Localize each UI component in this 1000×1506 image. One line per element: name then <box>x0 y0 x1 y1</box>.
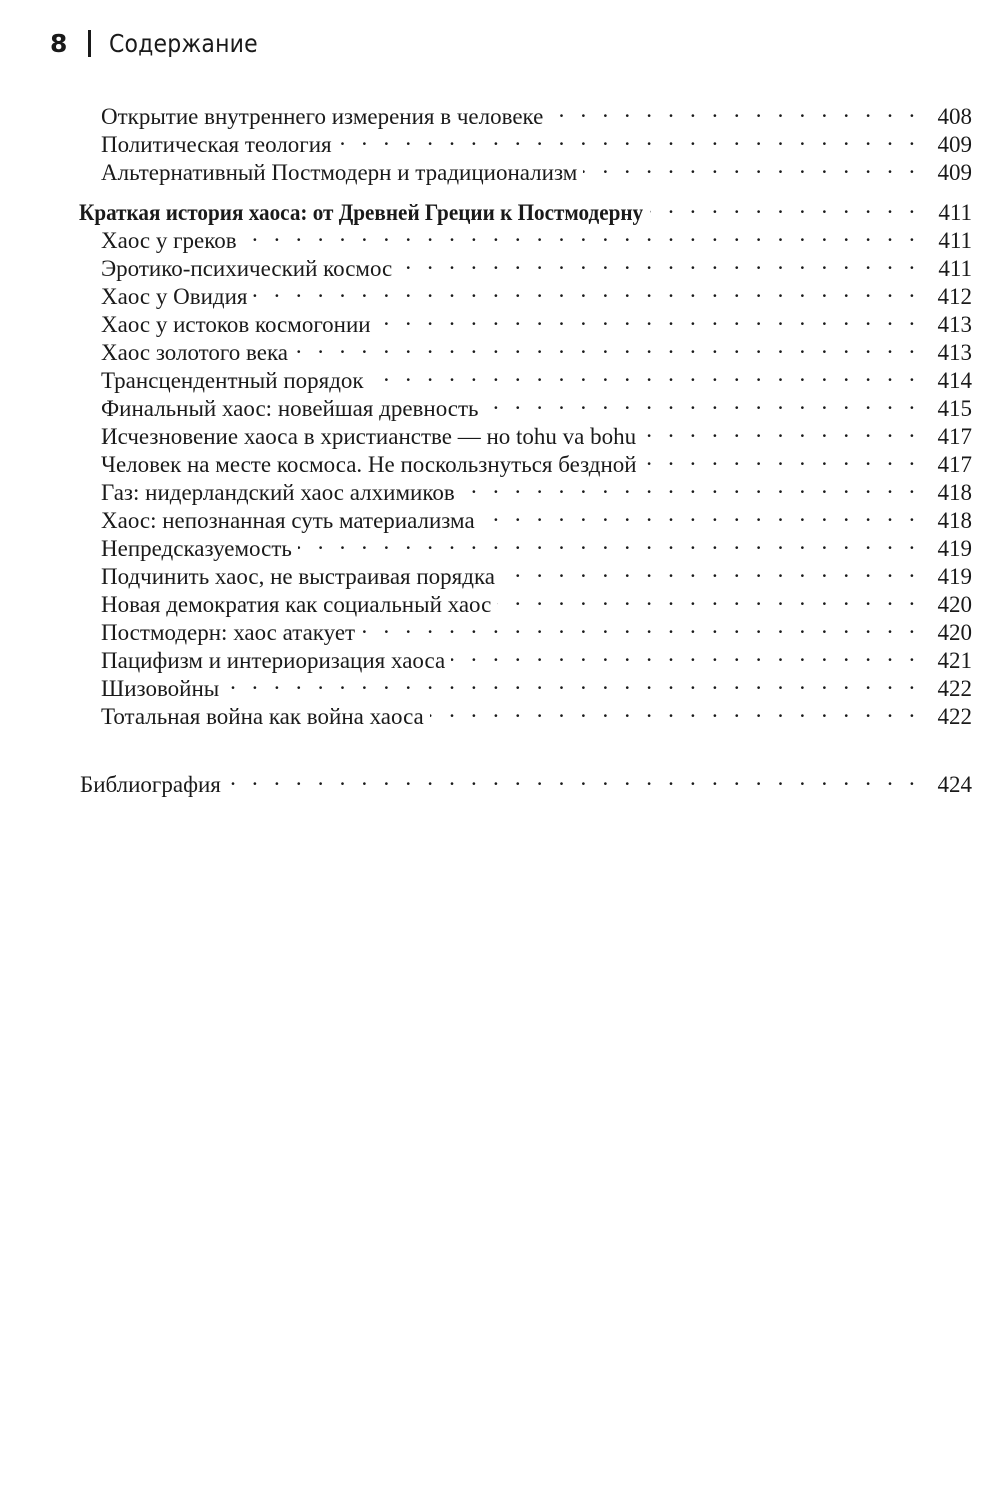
toc-entry[interactable] <box>0 304 1000 337</box>
toc-entry-title: Человек на месте космоса. Не поскользнуться бездной <box>101 452 637 477</box>
toc-entry[interactable] <box>0 124 1000 157</box>
toc-entry-page: 409 <box>937 160 972 185</box>
toc-entry-page: 413 <box>937 312 972 337</box>
toc-entry-page: 422 <box>937 676 972 701</box>
toc-bibliography-entry[interactable] <box>0 764 1000 797</box>
header-separator <box>88 30 91 57</box>
dot-leader <box>481 500 920 528</box>
toc-entry-title: Хаос золотого века <box>101 340 288 365</box>
toc-entry-title: Финальный хаос: новейшая древность <box>101 396 479 421</box>
toc-entry-page: 419 <box>937 536 972 561</box>
toc-entry-title: Хаос у Овидия <box>101 284 248 309</box>
toc-entry-page: 413 <box>937 340 972 365</box>
toc-entry-page: 418 <box>937 508 972 533</box>
dot-leader <box>485 388 920 416</box>
toc-entry-title: Хаос у истоков космогонии <box>101 312 371 337</box>
toc-entry[interactable] <box>0 528 1000 561</box>
toc-entry[interactable] <box>0 96 1000 129</box>
toc-entry[interactable] <box>0 556 1000 589</box>
toc-entry-title: Эротико-психический космос <box>101 256 393 281</box>
toc-entry[interactable] <box>0 248 1000 281</box>
toc-entry-title: Газ: нидерландский хаос алхимиков <box>101 480 455 505</box>
toc-entry-page: 414 <box>937 368 972 393</box>
toc-entry-page: 411 <box>938 228 972 253</box>
toc-entry-title: Постмодерн: хаос атакует <box>101 620 356 645</box>
toc-entry-page: 411 <box>938 256 972 281</box>
dot-leader <box>253 276 920 304</box>
toc-entry-page: 417 <box>937 424 972 449</box>
toc-entry-page: 418 <box>937 480 972 505</box>
dot-leader <box>370 360 920 388</box>
dot-leader <box>643 444 920 472</box>
toc-entry-page: 420 <box>937 620 972 645</box>
toc-entry-title: Пацифизм и интериоризация хаоса <box>101 648 446 673</box>
toc-entry-title: Непредсказуемость <box>101 536 292 561</box>
dot-leader <box>451 640 920 668</box>
toc-entry-title: Исчезновение хаоса в христианстве — но tohu va bohu <box>101 424 637 449</box>
toc-entry-title: Хаос у греков <box>101 228 237 253</box>
dot-leader <box>497 584 920 612</box>
dot-leader <box>338 124 920 152</box>
toc-entry-title: Открытие внутреннего измерения в человеке <box>101 104 544 129</box>
toc-entry-page: 409 <box>937 132 972 157</box>
toc-entry-title: Библиография <box>80 772 221 797</box>
toc-entry-page: 420 <box>937 592 972 617</box>
toc-entry[interactable] <box>0 388 1000 421</box>
toc-entry[interactable] <box>0 332 1000 365</box>
dot-leader <box>642 416 920 444</box>
toc-entry[interactable] <box>0 276 1000 309</box>
toc-entry[interactable] <box>0 500 1000 533</box>
dot-leader <box>298 528 920 556</box>
dot-leader <box>225 668 920 696</box>
toc-entry-page: 419 <box>937 564 972 589</box>
toc-entry-title: Новая демократия как социальный хаос <box>101 592 492 617</box>
toc-entry[interactable] <box>0 640 1000 673</box>
toc-entry[interactable] <box>0 220 1000 253</box>
dot-leader <box>243 220 920 248</box>
toc-chapter-title: Краткая история хаоса: от Древней Греции к Постмодерну <box>79 200 644 225</box>
toc-entry-page: 408 <box>937 104 972 129</box>
toc-entry-page: 421 <box>937 648 972 673</box>
toc-entry-page: 415 <box>937 396 972 421</box>
toc-entry[interactable] <box>0 152 1000 185</box>
toc-entry-page: 422 <box>937 704 972 729</box>
toc-entry[interactable] <box>0 584 1000 617</box>
toc-entry-title: Тотальная война как война хаоса <box>101 704 424 729</box>
toc-entry-title: Трансцендентный порядок <box>101 368 364 393</box>
toc-chapter-entry[interactable] <box>0 192 1000 225</box>
toc-entry-title: Политическая теология <box>101 132 332 157</box>
page-number: 8 <box>50 28 68 58</box>
toc-entry-page: 424 <box>937 772 972 797</box>
toc-entry[interactable] <box>0 668 1000 701</box>
toc-entry-title: Подчинить хаос, не выстраивая порядка <box>101 564 495 589</box>
toc-entry-title: Хаос: непознанная суть материализма <box>101 508 475 533</box>
toc-entry-title: Альтернативный Постмодерн и традиционализм <box>101 160 578 185</box>
dot-leader <box>227 764 920 792</box>
toc-entry[interactable] <box>0 696 1000 729</box>
toc-entry[interactable] <box>0 472 1000 505</box>
dot-leader <box>583 152 920 180</box>
toc-entry-page: 417 <box>937 452 972 477</box>
toc-entry-title: Шизовойны <box>101 676 220 701</box>
dot-leader <box>501 556 920 584</box>
toc-entry[interactable] <box>0 360 1000 393</box>
table-of-contents <box>0 96 1000 797</box>
toc-entry[interactable] <box>0 444 1000 477</box>
dot-leader <box>549 96 920 124</box>
dot-leader <box>461 472 920 500</box>
dot-leader <box>377 304 920 332</box>
dot-leader <box>294 332 920 360</box>
toc-entry-page: 412 <box>937 284 972 309</box>
dot-leader <box>650 192 920 220</box>
dot-leader <box>361 612 920 640</box>
running-head <box>50 26 278 60</box>
toc-entry[interactable] <box>0 416 1000 449</box>
toc-entry-page: 411 <box>938 200 972 225</box>
dot-leader <box>430 696 920 724</box>
section-title: Содержание <box>108 28 258 58</box>
dot-leader <box>398 248 920 276</box>
toc-entry[interactable] <box>0 612 1000 645</box>
